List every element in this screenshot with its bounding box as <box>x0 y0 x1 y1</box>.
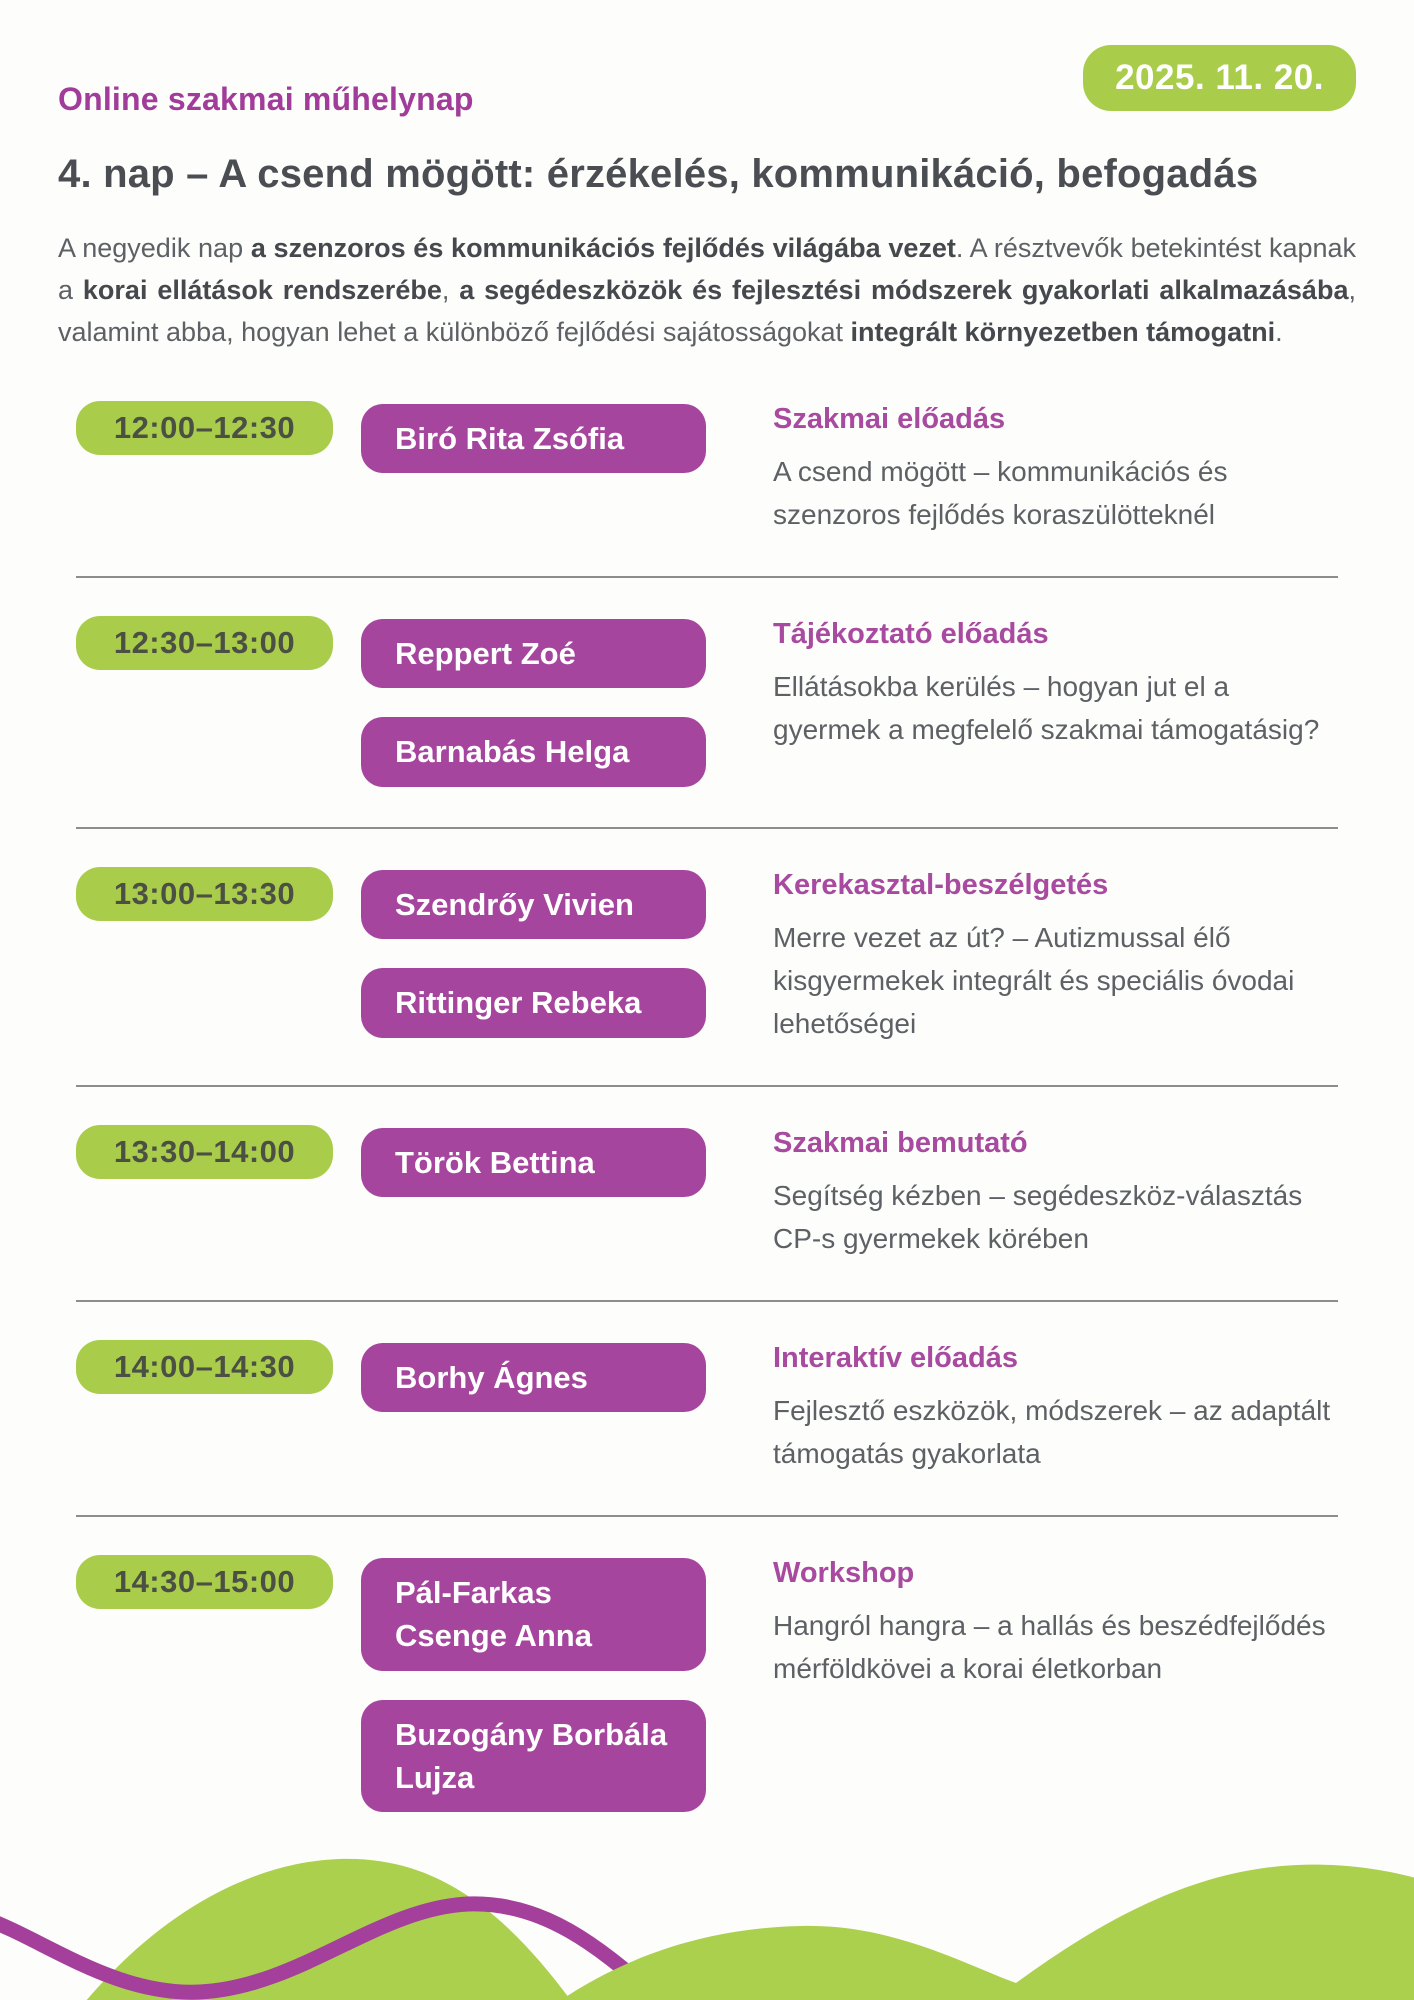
session-info <box>773 867 1338 1045</box>
speaker-badges <box>361 867 773 1038</box>
speaker-badge: Borhy Ágnes <box>361 1343 706 1412</box>
speaker-badge: Buzogány Borbála Lujza <box>361 1700 706 1813</box>
time-badge: 14:30–15:00 <box>76 1555 333 1609</box>
session-type: Szakmai előadás <box>773 403 1006 435</box>
speaker-badges <box>361 1340 773 1412</box>
session-description: Ellátásokba kerülés – hogyan jut el a gyermek a megfelelő szakmai támogatásig? <box>773 671 1320 745</box>
schedule-row <box>76 576 1338 827</box>
session-description: Segítség kézben – segédeszköz-választás CP-s gyermekek körében <box>773 1179 1303 1254</box>
schedule-list <box>58 363 1356 1852</box>
session-description: Hangról hangra – a hallás és beszédfejlődés mérföldkövei a korai életkorban <box>773 1609 1326 1684</box>
speaker-badge: Rittinger Rebeka <box>361 968 706 1037</box>
session-type: Szakmai bemutató <box>773 1126 1028 1159</box>
session-type: Kerekasztal-beszélgetés <box>773 868 1109 901</box>
session-description: A csend mögött – kommunikációs és szenzoros fejlődés koraszülötteknél <box>773 456 1228 530</box>
session-type: Tájékoztató előadás <box>773 618 1049 650</box>
date-badge: 2025. 11. 20. <box>1083 45 1356 111</box>
speaker-badge: Barnabás Helga <box>361 717 706 786</box>
speaker-badge: Pál-Farkas Csenge Anna <box>361 1558 706 1671</box>
session-info <box>773 616 1338 751</box>
footer-left-hill-shape <box>85 1859 572 2000</box>
session-description: Fejlesztő eszközök, módszerek – az adaptált támogatás gyakorlata <box>773 1394 1331 1469</box>
footer-wave-decoration <box>0 1810 1414 2000</box>
header-left <box>58 45 474 118</box>
speaker-badge: Török Bettina <box>361 1128 706 1197</box>
speaker-badge: Biró Rita Zsófia <box>361 404 706 473</box>
speaker-badge: Reppert Zoé <box>361 619 706 688</box>
time-badge: 14:00–14:30 <box>76 1340 333 1394</box>
schedule-row <box>76 1085 1338 1300</box>
session-description: Merre vezet az út? – Autizmussal élő kisgyermekek integrált és speciális óvodai lehetőségei <box>773 921 1295 1039</box>
speaker-badges <box>361 1555 773 1813</box>
session-info <box>773 1125 1338 1260</box>
speaker-badges <box>361 401 773 473</box>
intro-paragraph: A negyedik nap a szenzoros és kommunikációs fejlődés világába vezet. A résztvevők betekintést kapnak a korai ellátások rendszerébe, a segédeszközök és fejlesztési módszerek gyakorlati alkalmazásába, valamint abba, hogyan lehet a különböző fejlődési sajátosságokat integrált környezetben támogatni. <box>58 233 1357 347</box>
schedule-row <box>76 1300 1338 1515</box>
event-name: Online szakmai műhelynap <box>58 81 474 117</box>
time-badge: 12:30–13:00 <box>76 616 333 670</box>
page-header <box>58 45 1356 118</box>
footer-right-hills-shape <box>558 1865 1414 2000</box>
time-badge: 13:00–13:30 <box>76 867 333 921</box>
time-badge: 13:30–14:00 <box>76 1125 333 1179</box>
schedule-row <box>76 363 1338 576</box>
schedule-row <box>76 1515 1338 1853</box>
session-info <box>773 401 1338 536</box>
page-title: 4. nap – A csend mögött: érzékelés, kommunikáció, befogadás <box>58 152 1259 196</box>
speaker-badges <box>361 616 773 787</box>
schedule-row <box>76 827 1338 1085</box>
session-type: Workshop <box>773 1556 915 1589</box>
session-type: Interaktív előadás <box>773 1341 1018 1374</box>
speaker-badge: Szendrőy Vivien <box>361 870 706 939</box>
session-info <box>773 1555 1338 1690</box>
time-badge: 12:00–12:30 <box>76 401 333 455</box>
speaker-badges <box>361 1125 773 1197</box>
session-info <box>773 1340 1338 1475</box>
